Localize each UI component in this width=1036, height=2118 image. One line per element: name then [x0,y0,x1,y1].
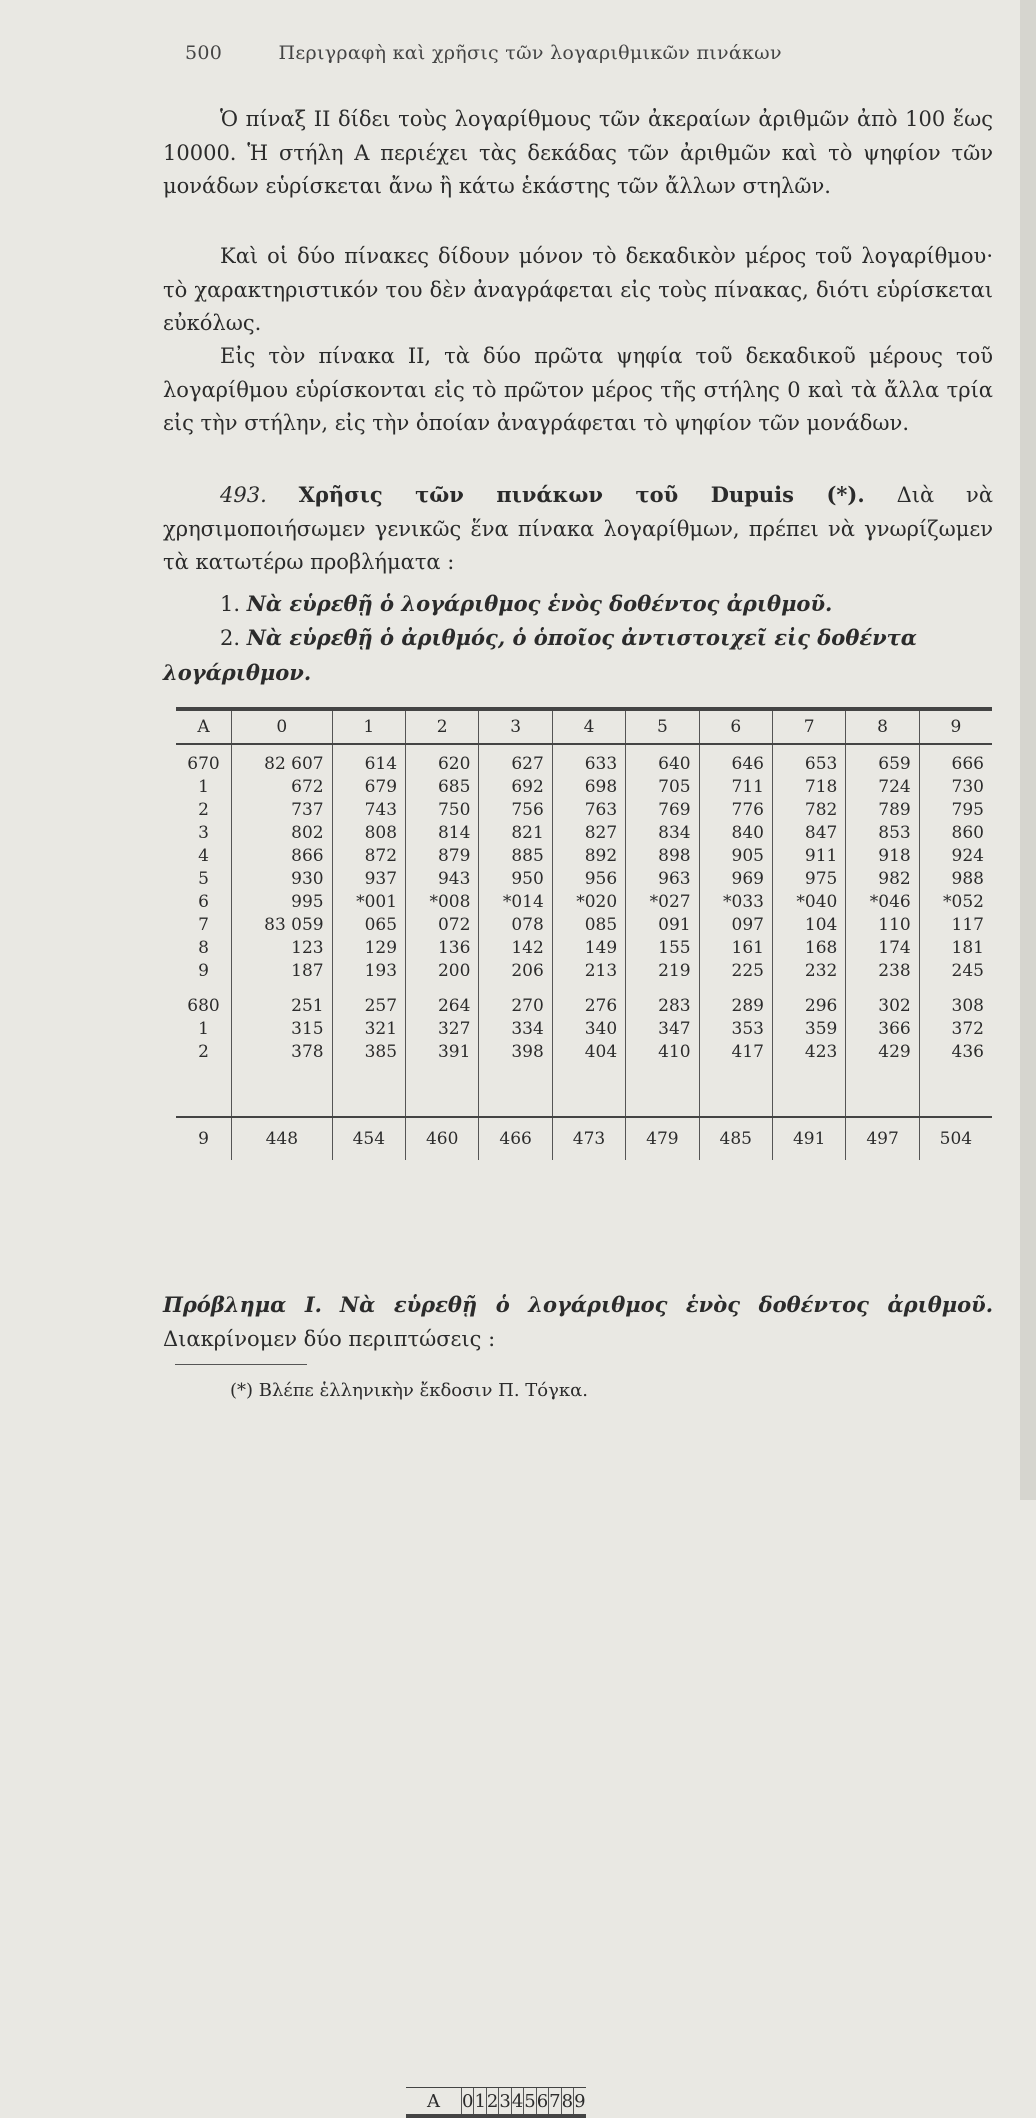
table-cell: 679 [332,776,405,799]
table-cell: 4 [552,709,625,744]
table-cell: 353 [699,1018,772,1041]
table-cell: 9 [198,961,209,981]
table-cell: 289 [699,995,772,1018]
table-cell: 372 [919,1018,992,1041]
table-cell: 473 [552,1117,625,1160]
table-cell: 853 [846,822,919,845]
table-cell: 149 [552,937,625,960]
table-cell: 724 [846,776,919,799]
section-text: Διὰ νὰ χρησιμοποιήσωμεν γενικῶς ἕνα πίνακα λογαρίθμων, πρέπει νὰ γνωρίζωμεν τὰ κατωτέρω προβλήματα : [163,483,994,574]
table-cell: 078 [479,914,552,937]
table-cell: 620 [406,744,479,776]
table-cell: 497 [846,1117,919,1160]
table-cell: 969 [699,868,772,891]
footnote: (*) Βλέπε ἑλληνικὴν ἔκδοσιν Π. Τόγκα. [230,1380,589,1401]
table-cell: 83 059 [232,914,333,937]
problem-1-statement: Νὰ εὑρεθῇ ὁ λογάριθμος ἑνὸς δοθέντος ἀριθμοῦ. [339,1292,994,1317]
table-cell: 795 [919,799,992,822]
table-cell: 5 [198,869,209,889]
table-cell: 213 [552,960,625,983]
table-row [176,1117,992,1160]
table-cell: 911 [772,845,845,868]
table-cell: 711 [699,776,772,799]
table-cell: 200 [406,960,479,983]
table-cell: *046 [846,891,919,914]
table-cell: 454 [332,1117,405,1160]
table-row [176,1018,992,1041]
table-cell: 142 [479,937,552,960]
table-cell: 860 [919,822,992,845]
table-header-row [176,709,992,744]
table-cell: 666 [919,744,992,776]
table-cell: 633 [552,744,625,776]
table-cell: Α [176,709,232,744]
table-cell: 685 [406,776,479,799]
table-cell: 136 [406,937,479,960]
table-cell: 5 [524,2088,536,2117]
table-cell: 646 [699,744,772,776]
table-cell: 692 [479,776,552,799]
table-cell: 924 [919,845,992,868]
table-cell: 410 [626,1041,699,1064]
table-cell: 737 [232,799,333,822]
table-cell: 937 [332,868,405,891]
table-cell: 789 [846,799,919,822]
table-cell: 187 [232,960,333,983]
section-title: Χρῆσις τῶν πινάκων τοῦ Dupuis (*). [298,482,865,507]
table-cell: 840 [699,822,772,845]
table-row [176,891,992,914]
table-cell: 802 [232,822,333,845]
table-cell: 892 [552,845,625,868]
table-cell: 404 [552,1041,625,1064]
table-cell: 174 [846,937,919,960]
table-cell: 670 [187,754,220,774]
table-cell: 155 [626,937,699,960]
problem-text: Νὰ εὑρεθῇ ὁ λογάριθμος ἑνὸς δοθέντος ἀριθμοῦ. [246,591,833,616]
table-cell: 257 [332,995,405,1018]
table-cell: 847 [772,822,845,845]
page-number: 500 [185,42,223,64]
table-cell: 963 [626,868,699,891]
table-cell: *001 [332,891,405,914]
table-cell: 5 [626,709,699,744]
table-cell: 3 [479,709,552,744]
table-cell: 065 [332,914,405,937]
table-cell: 485 [699,1117,772,1160]
table-cell: 398 [479,1041,552,1064]
table-cell: 1 [198,777,209,797]
table-cell: 821 [479,822,552,845]
table-cell: 7 [772,709,845,744]
table-cell: 834 [626,822,699,845]
table-cell: 982 [846,868,919,891]
table-cell: 232 [772,960,845,983]
table-cell: 950 [479,868,552,891]
table-cell: 206 [479,960,552,983]
table-cell: Α [406,2088,462,2117]
problem-text: Νὰ εὑρεθῇ ὁ ἀριθμός, ὁ ὁποῖος ἀντιστοιχεῖ εἰς δοθέντα λογάριθμον. [163,625,917,685]
table-cell: 956 [552,868,625,891]
problem-number: 1. [220,592,241,616]
table-cell: 072 [406,914,479,937]
table-cell: 905 [699,845,772,868]
problem-number: 2. [220,626,241,650]
table-cell: 097 [699,914,772,937]
table-cell: 4 [198,846,209,866]
footnote-rule [175,1364,307,1365]
table-cell: 491 [772,1117,845,1160]
table-cell: 6 [699,709,772,744]
table-cell: 9 [574,2088,586,2117]
table-cell: *033 [699,891,772,914]
table-cell: 378 [232,1041,333,1064]
paragraph-1: Ὁ πίναξ ΙΙ δίδει τοὺς λογαρίθμους τῶν ἀκεραίων ἀριθμῶν ἀπὸ 100 ἕως 10000. Ἡ στήλη Α περιέχει τὰς δεκάδας τῶν ἀριθμῶν καὶ τὸ ψηφίον τῶν μονάδων εὑρίσκεται ἄνω ἢ κάτω ἑκάστης τῶν ἄλλων στηλῶν. [163,107,993,198]
table-cell: 4 [511,2088,523,2117]
problem-1-title: Πρόβλημα Ι. [163,1292,322,1317]
table-cell: 423 [772,1041,845,1064]
table-cell: 264 [406,995,479,1018]
table-cell: 302 [846,995,919,1018]
table-cell: 110 [846,914,919,937]
table-cell: 193 [332,960,405,983]
table-cell: 448 [232,1117,333,1160]
table-cell: 334 [479,1018,552,1041]
table-cell: 763 [552,799,625,822]
table-cell: 276 [552,995,625,1018]
problem-item-1 [163,587,993,622]
table-cell: 366 [846,1018,919,1041]
table-row [176,845,992,868]
table-cell: 680 [187,996,220,1016]
table-cell: 321 [332,1018,405,1041]
table-cell: 718 [772,776,845,799]
table-cell: *040 [772,891,845,914]
table-cell: *052 [919,891,992,914]
table-cell: 129 [332,937,405,960]
table-cell: 6 [198,892,209,912]
table-cell: 340 [552,1018,625,1041]
table-cell: 504 [919,1117,992,1160]
table-row [176,776,992,799]
table-cell: 866 [232,845,333,868]
table-cell: 117 [919,914,992,937]
table-cell: 750 [406,799,479,822]
table-cell: 872 [332,845,405,868]
table-cell: 085 [552,914,625,937]
table-row [176,914,992,937]
table-cell: 918 [846,845,919,868]
table-cell: 943 [406,868,479,891]
table-cell: 479 [626,1117,699,1160]
table-cell: 429 [846,1041,919,1064]
problem-1-paragraph [163,1288,993,1356]
problem-item-2 [163,621,993,690]
table-cell: 1 [332,709,405,744]
table-row [176,960,992,983]
table-cell: 283 [626,995,699,1018]
table-cell: 2 [406,709,479,744]
table-cell: 614 [332,744,405,776]
table-spacer [176,1064,992,1117]
table-cell: 0 [462,2088,474,2117]
table-cell: 308 [919,995,992,1018]
table-cell: 466 [479,1117,552,1160]
running-header [185,42,782,64]
table-cell: 627 [479,744,552,776]
page-edge [1020,0,1036,1500]
table-spacer [176,983,992,995]
table-cell: 104 [772,914,845,937]
problem-1-text: Διακρίνομεν δύο περιπτώσεις : [163,1326,496,1351]
table-cell: 930 [232,868,333,891]
table-cell: 82 607 [232,744,333,776]
table-cell: 7 [198,915,209,935]
table-cell: 460 [406,1117,479,1160]
table-cell: 315 [232,1018,333,1041]
table-cell: *014 [479,891,552,914]
table-cell: 756 [479,799,552,822]
table-cell: 161 [699,937,772,960]
table-cell: 808 [332,822,405,845]
table-cell: 225 [699,960,772,983]
table-cell: 181 [919,937,992,960]
paragraph-3: Εἰς τὸν πίνακα ΙΙ, τὰ δύο πρῶτα ψηφία τοῦ δεκαδικοῦ μέρους τοῦ λογαρίθμου εὑρίσκονται εἰς τὸ πρῶτον μέρος τῆς στήλης 0 καὶ τὰ ἄλλα τρία εἰς τὴν στήλην, εἰς τὴν ὁποίαν ἀναγράφεται τὸ ψηφίον τῶν μονάδων. [163,344,993,435]
table-row [176,937,992,960]
table-cell: 1 [474,2088,486,2117]
table-row [176,868,992,891]
table-cell: 640 [626,744,699,776]
table-cell: 1 [198,1019,209,1039]
table-cell: 776 [699,799,772,822]
table-cell: 7 [549,2088,561,2117]
table-cell: 2 [198,800,209,820]
table-cell: 8 [846,709,919,744]
table-cell: 659 [846,744,919,776]
table-cell: 705 [626,776,699,799]
table-cell: 827 [552,822,625,845]
table-cell: 270 [479,995,552,1018]
table-cell: 730 [919,776,992,799]
table-cell: 091 [626,914,699,937]
table-row [176,1041,992,1064]
table-cell: *027 [626,891,699,914]
paragraph-493 [163,478,993,580]
table-cell: 975 [772,868,845,891]
table-cell: 988 [919,868,992,891]
table-cell: 168 [772,937,845,960]
table-cell: *008 [406,891,479,914]
table-row [176,744,992,776]
table-cell: 9 [919,709,992,744]
table-cell: 123 [232,937,333,960]
table-cell: 238 [846,960,919,983]
table-cell: 2 [486,2088,498,2117]
table-cell: 245 [919,960,992,983]
table-cell: 6 [536,2088,548,2117]
table-cell: 653 [772,744,845,776]
table-footer-row [406,2087,586,2118]
table-cell: 885 [479,845,552,868]
table-cell: 391 [406,1041,479,1064]
table-cell: 743 [332,799,405,822]
table-cell: 8 [561,2088,573,2117]
table-cell: 698 [552,776,625,799]
table-row [176,822,992,845]
table-cell: 2 [198,1042,209,1062]
table-cell: 8 [198,938,209,958]
table-row [176,995,992,1018]
table-cell: *020 [552,891,625,914]
table-cell: 0 [232,709,333,744]
section-number: 493. [220,483,267,507]
table-cell: 347 [626,1018,699,1041]
table-cell: 219 [626,960,699,983]
table-cell: 814 [406,822,479,845]
table-cell: 3 [499,2088,511,2117]
table-cell: 769 [626,799,699,822]
table-cell: 672 [232,776,333,799]
table-cell: 251 [232,995,333,1018]
table-cell: 359 [772,1018,845,1041]
table-cell: 898 [626,845,699,868]
table-cell: 3 [198,823,209,843]
table-cell: 9 [176,1117,232,1160]
table-cell: 879 [406,845,479,868]
paragraph-2: Καὶ οἱ δύο πίνακες δίδουν μόνον τὸ δεκαδικὸν μέρος τοῦ λογαρίθμου· τὸ χαρακτηριστικόν του δὲν ἀναγράφεται εἰς τοὺς πίνακας, διότι εὑρίσκεται εὐκόλως. [163,244,993,335]
table-cell: 436 [919,1041,992,1064]
table-cell: 385 [332,1041,405,1064]
table-cell: 995 [232,891,333,914]
table-row [176,799,992,822]
running-title: Περιγραφὴ καὶ χρῆσις τῶν λογαριθμικῶν πινάκων [278,42,782,64]
table-cell: 327 [406,1018,479,1041]
table-cell: 417 [699,1041,772,1064]
table-cell: 782 [772,799,845,822]
table-cell: 296 [772,995,845,1018]
